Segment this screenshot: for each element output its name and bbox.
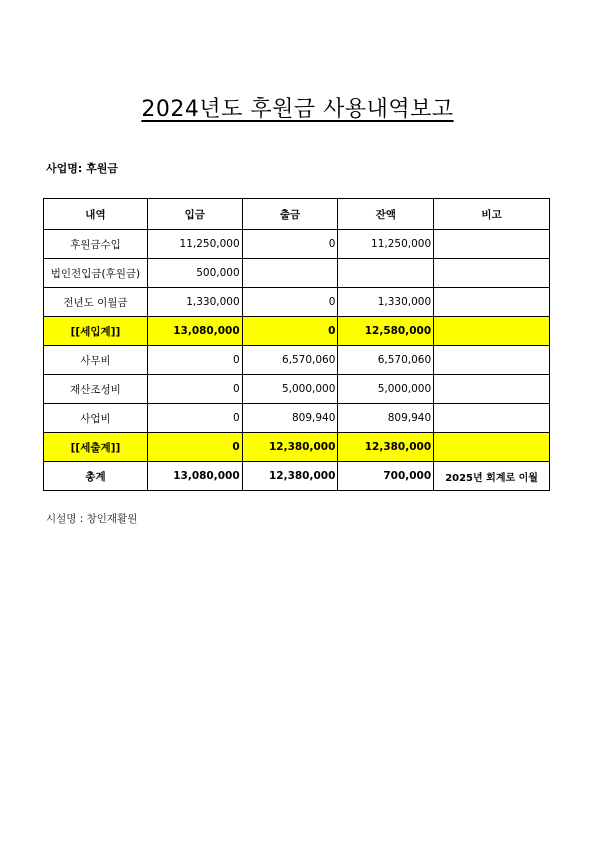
row-withdrawal-cell: 809,940 bbox=[242, 404, 338, 433]
subtotal-row bbox=[44, 317, 550, 346]
row-item-cell: 법인전입금(후원금) bbox=[44, 259, 148, 288]
row-item-cell: 총계 bbox=[44, 462, 148, 491]
row-balance-cell: 1,330,000 bbox=[338, 288, 434, 317]
row-withdrawal-cell bbox=[242, 259, 338, 288]
table-row bbox=[44, 404, 550, 433]
row-deposit-cell: 0 bbox=[147, 375, 242, 404]
row-deposit-cell: 0 bbox=[147, 404, 242, 433]
row-note-cell bbox=[434, 404, 550, 433]
table-row bbox=[44, 346, 550, 375]
row-withdrawal-cell: 0 bbox=[242, 317, 338, 346]
row-balance-cell bbox=[338, 259, 434, 288]
row-balance-cell: 11,250,000 bbox=[338, 230, 434, 259]
row-balance-cell: 809,940 bbox=[338, 404, 434, 433]
header-deposit: 입금 bbox=[147, 199, 242, 230]
row-deposit-cell: 0 bbox=[147, 433, 242, 462]
row-deposit-cell: 11,250,000 bbox=[147, 230, 242, 259]
row-deposit-cell: 13,080,000 bbox=[147, 317, 242, 346]
row-withdrawal-cell: 0 bbox=[242, 288, 338, 317]
row-withdrawal-cell: 12,380,000 bbox=[242, 462, 338, 491]
row-balance-cell: 12,380,000 bbox=[338, 433, 434, 462]
header-note: 비고 bbox=[434, 199, 550, 230]
row-balance-cell: 700,000 bbox=[338, 462, 434, 491]
row-note-cell bbox=[434, 317, 550, 346]
header-item: 내역 bbox=[44, 199, 148, 230]
row-note-cell bbox=[434, 433, 550, 462]
row-item-cell: 재산조성비 bbox=[44, 375, 148, 404]
row-withdrawal-cell: 12,380,000 bbox=[242, 433, 338, 462]
row-item-cell: 전년도 이월금 bbox=[44, 288, 148, 317]
row-item-cell: [[세출계]] bbox=[44, 433, 148, 462]
row-note-cell bbox=[434, 230, 550, 259]
row-balance-cell: 6,570,060 bbox=[338, 346, 434, 375]
usage-report-table bbox=[43, 198, 550, 491]
row-note-cell bbox=[434, 375, 550, 404]
row-note-cell bbox=[434, 346, 550, 375]
project-name: 사업명: 후원금 bbox=[46, 162, 118, 175]
row-deposit-cell: 1,330,000 bbox=[147, 288, 242, 317]
row-item-cell: 후원금수입 bbox=[44, 230, 148, 259]
row-note-cell: 2025년 회계로 이월 bbox=[434, 462, 550, 491]
total-row bbox=[44, 462, 550, 491]
table-row bbox=[44, 288, 550, 317]
row-deposit-cell: 13,080,000 bbox=[147, 462, 242, 491]
table-header-row bbox=[44, 199, 550, 230]
row-deposit-cell: 500,000 bbox=[147, 259, 242, 288]
facility-name: 시설명 : 창인재활원 bbox=[46, 513, 138, 525]
row-balance-cell: 5,000,000 bbox=[338, 375, 434, 404]
header-balance: 잔액 bbox=[338, 199, 434, 230]
row-balance-cell: 12,580,000 bbox=[338, 317, 434, 346]
header-withdrawal: 출금 bbox=[242, 199, 338, 230]
row-withdrawal-cell: 6,570,060 bbox=[242, 346, 338, 375]
row-note-cell bbox=[434, 259, 550, 288]
page-title: 2024년도 후원금 사용내역보고 bbox=[141, 97, 454, 122]
table-row bbox=[44, 230, 550, 259]
subtotal-row bbox=[44, 433, 550, 462]
table-row bbox=[44, 375, 550, 404]
row-withdrawal-cell: 5,000,000 bbox=[242, 375, 338, 404]
row-item-cell: 사무비 bbox=[44, 346, 148, 375]
row-withdrawal-cell: 0 bbox=[242, 230, 338, 259]
row-item-cell: 사업비 bbox=[44, 404, 148, 433]
row-item-cell: [[세입계]] bbox=[44, 317, 148, 346]
row-note-cell bbox=[434, 288, 550, 317]
row-deposit-cell: 0 bbox=[147, 346, 242, 375]
table-row bbox=[44, 259, 550, 288]
